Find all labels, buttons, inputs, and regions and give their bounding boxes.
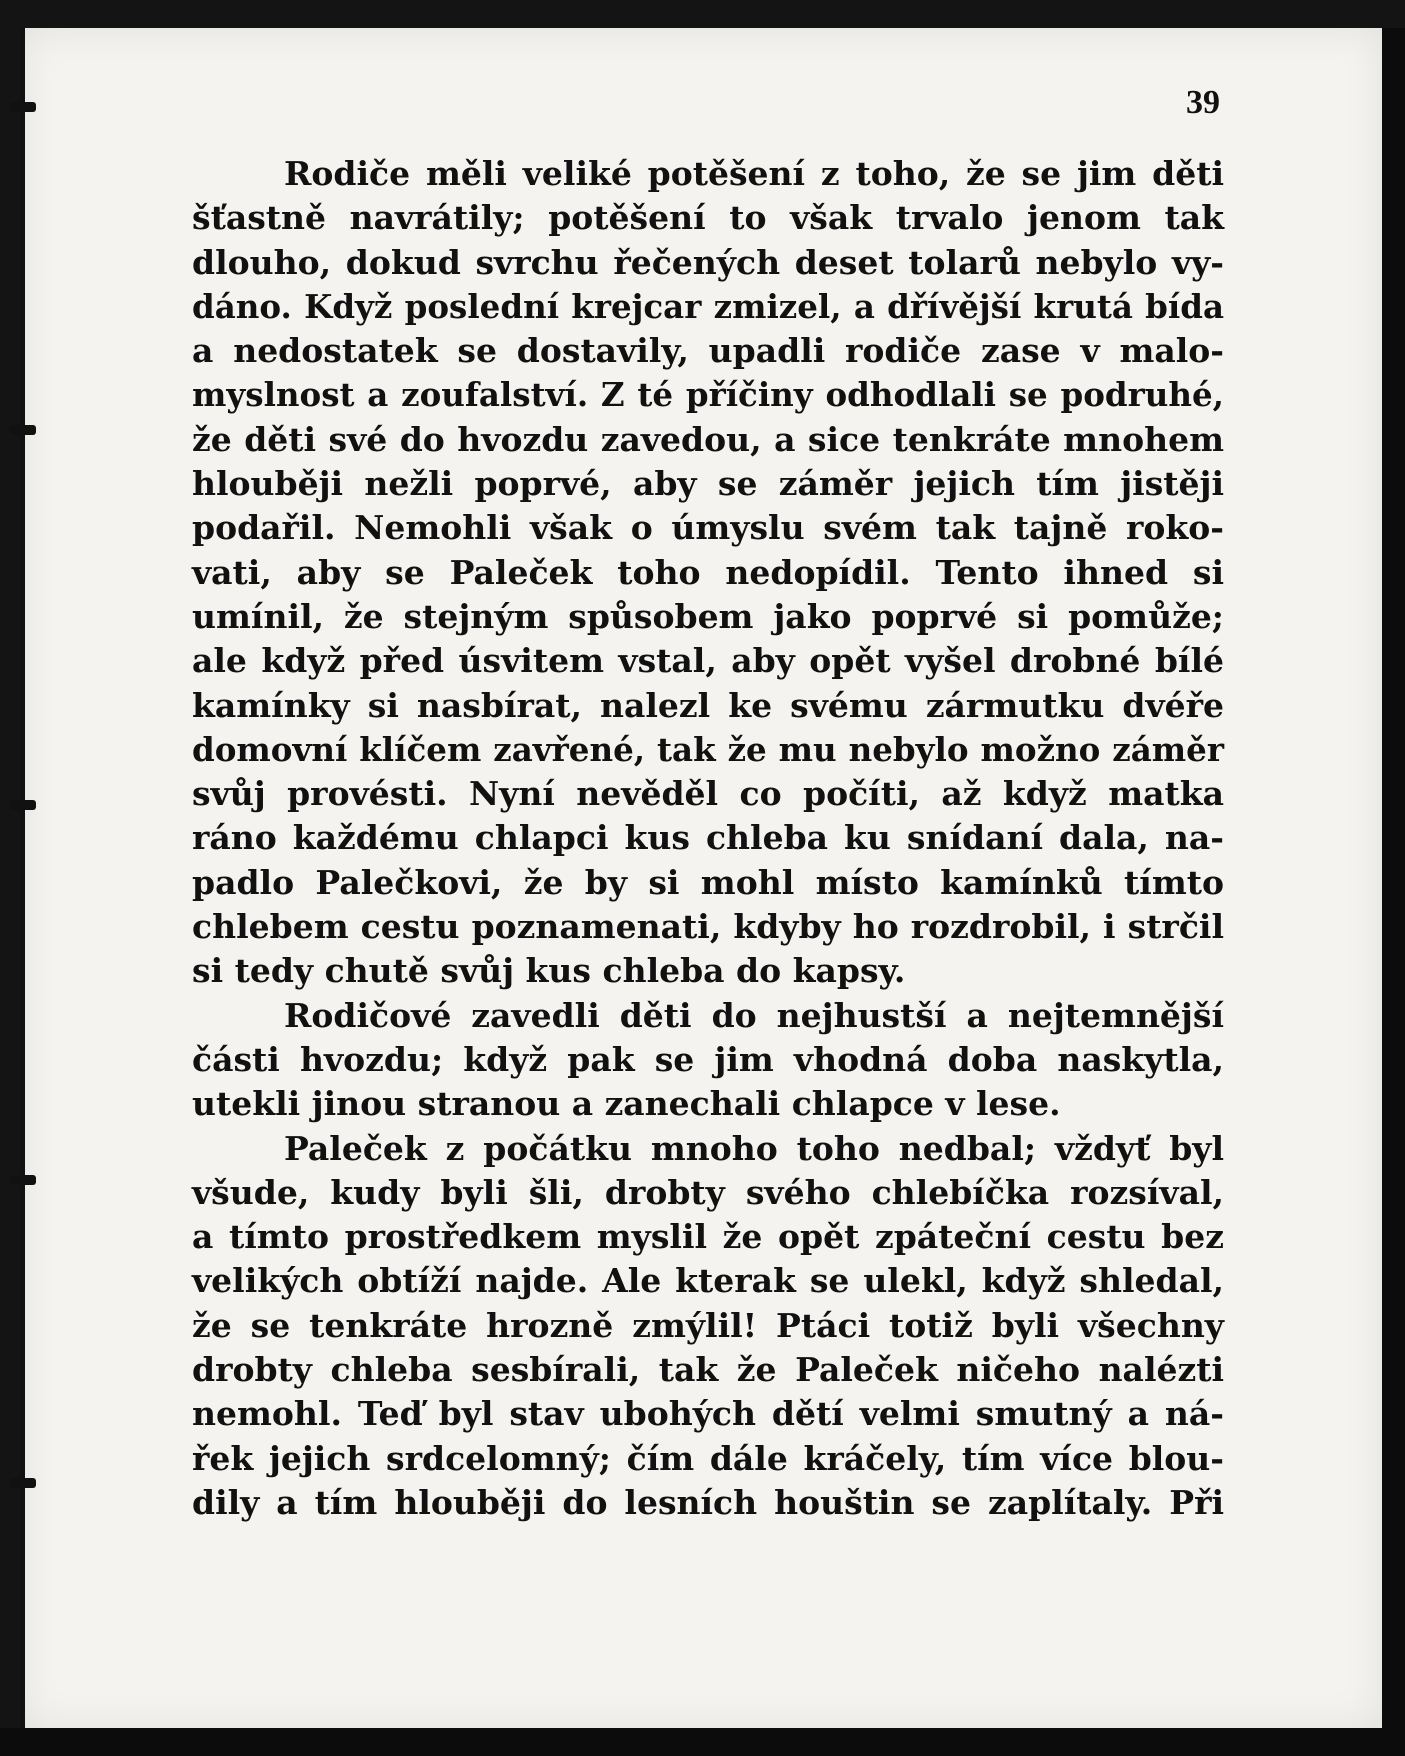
text-line: kamínky si nasbírat, nalezl ke svému zármutku dvéře [192,685,1224,725]
paragraph [192,152,1224,994]
text-line: drobty chleba sesbírali, tak že Paleček ničeho nalézti [192,1350,1224,1390]
binding-stitch [10,425,36,435]
text-line: svůj provésti. Nyní nevěděl co počíti, až když matka [192,774,1224,814]
body-text [192,152,1224,1525]
text-line: padlo Palečkovi, že by si mohl místo kamínků tímto [192,862,1224,902]
text-line: Rodiče měli veliké potěšení z toho, že se jim děti [284,154,1224,193]
binding-stitch [10,102,36,112]
text-line: hlouběji nežli poprvé, aby se záměr jejich tím jistěji [192,464,1224,504]
text-line: všude, kudy byli šli, drobty svého chlebíčka rozsíval, [192,1172,1224,1212]
text-line: Paleček z počátku mnoho toho nedbal; vždyť byl [284,1128,1224,1168]
text-line: a nedostatek se dostavily, upadli rodiče zase v malo- [192,331,1224,371]
text-line: si tedy chutě svůj kus chleba do kapsy. [192,951,906,991]
text-line: Rodičové zavedli děti do nejhustší a nejtemnější [284,995,1224,1035]
paragraph [192,1127,1224,1526]
paragraph [192,994,1224,1127]
text-line: dily a tím hlouběji do lesních houštin se zaplítaly. Při [192,1482,1224,1522]
page-number: 39 [1186,84,1220,121]
text-line: utekli jinou stranou a zanechali chlapce v lese. [192,1084,1061,1124]
text-line: ráno každému chlapci kus chleba ku snídaní dala, na- [192,818,1224,858]
text-line: řek jejich srdcelomný; čím dále kráčely, tím více blou- [192,1438,1224,1478]
binding-stitch [10,1175,36,1185]
text-line: ale když před úsvitem vstal, aby opět vyšel drobné bílé [192,641,1224,681]
text-line: umínil, že stejným spůsobem jako poprvé si pomůže; [192,596,1224,636]
text-line: že děti své do hvozdu zavedou, a sice tenkráte mnohem [192,419,1224,459]
text-line: že se tenkráte hrozně zmýlil! Ptáci totiž byli všechny [192,1305,1224,1345]
binding-edge [20,28,25,1728]
text-line: nemohl. Teď byl stav ubohých dětí velmi smutný a ná- [192,1394,1224,1434]
text-line: části hvozdu; když pak se jim vhodná doba naskytla, [192,1039,1224,1079]
scan-border-bottom [0,1728,1405,1756]
binding-stitch [10,1478,36,1488]
text-line: dáno. Když poslední krejcar zmizel, a dřívější krutá bída [192,286,1224,326]
text-line: domovní klíčem zavřené, tak že mu nebylo možno záměr [192,729,1224,769]
text-line: myslnost a zoufalství. Z té příčiny odhodlali se podruhé, [192,375,1224,415]
text-line: vati, aby se Paleček toho nedopídil. Tento ihned si [192,552,1224,592]
text-line: a tímto prostředkem myslil že opět zpáteční cestu bez [192,1217,1224,1257]
text-line: podařil. Nemohli však o úmyslu svém tak tajně roko- [192,508,1224,548]
text-line: dlouho, dokud svrchu řečených deset tolarů nebylo vy- [192,242,1224,282]
binding-stitch [10,800,36,810]
text-line: velikých obtíží najde. Ale kterak se ulekl, když shledal, [192,1261,1224,1301]
scan-border-right [1382,28,1405,1756]
text-line: chlebem cestu poznamenati, kdyby ho rozdrobil, i strčil [192,907,1224,947]
text-line: šťastně navrátily; potěšení to však trvalo jenom tak [192,198,1224,238]
